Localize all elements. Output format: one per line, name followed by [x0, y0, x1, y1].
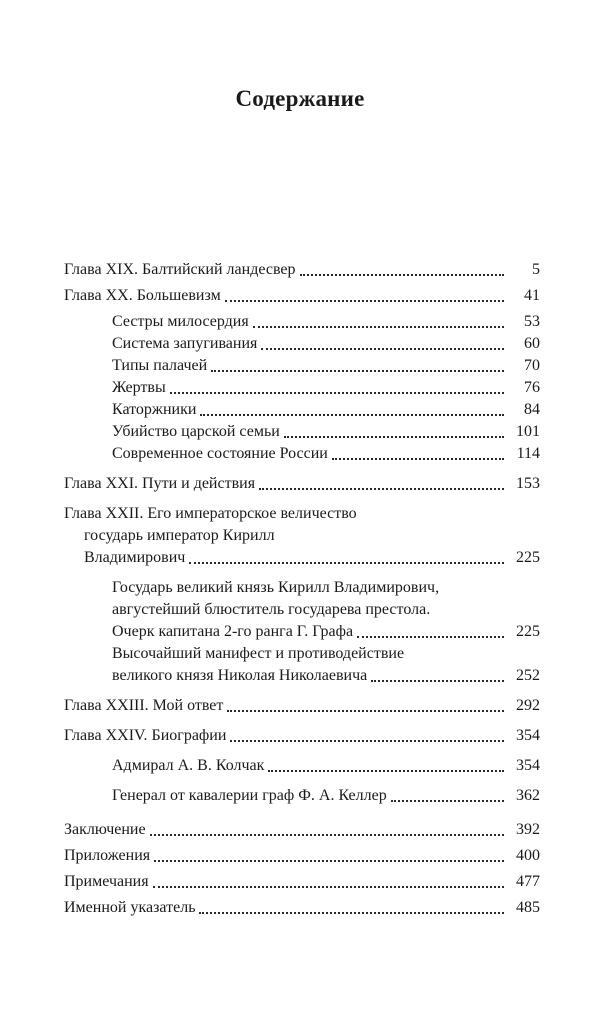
dot-leader: [199, 912, 504, 914]
toc-page-number: 53: [524, 313, 540, 330]
dot-leader: [225, 300, 504, 302]
toc-page-number: 5: [532, 261, 540, 278]
dot-leader: [170, 392, 504, 394]
toc-subentry[interactable]: [64, 355, 540, 377]
toc-page-number: 477: [516, 873, 540, 890]
dot-leader: [391, 800, 504, 802]
toc-entry-title: Глава XXIII. Мой ответ: [64, 697, 224, 714]
toc-subentry-last-line: [112, 621, 540, 643]
toc-page-number: 41: [524, 287, 540, 304]
toc-entry-chapter-20[interactable]: [64, 285, 540, 307]
toc-subentry-last-line: [112, 665, 540, 687]
toc-subentry-title-line: Государь великий князь Кирилл Владимирович,: [112, 579, 440, 596]
dot-leader: [371, 680, 504, 682]
toc-subentry[interactable]: [64, 311, 540, 333]
dot-leader: [150, 834, 504, 836]
toc-entry-title: Приложения: [64, 847, 151, 864]
dot-leader: [332, 458, 504, 460]
dot-leader: [227, 710, 504, 712]
dot-leader: [259, 488, 504, 490]
toc-entry-title: Глава XX. Большевизм: [64, 287, 221, 304]
toc-entry-conclusion[interactable]: [64, 819, 540, 841]
toc-subentry-title-line: Очерк капитана 2-го ранга Г. Графа: [112, 623, 354, 640]
toc-page-number: 354: [516, 757, 540, 774]
toc-page-number: 84: [524, 401, 540, 418]
toc-subentry-title-line: Высочайший манифест и противодействие: [112, 645, 405, 662]
toc-subentry-title: Убийство царской семьи: [112, 423, 280, 440]
toc-entry-chapter-19[interactable]: [64, 259, 540, 281]
dot-leader: [268, 770, 504, 772]
toc-entry-name-index[interactable]: [64, 897, 540, 919]
toc-entry-title: Глава XXI. Пути и действия: [64, 475, 256, 492]
toc-entry-title: Заключение: [64, 821, 146, 838]
dot-leader: [189, 562, 504, 564]
toc-subentry[interactable]: [64, 421, 540, 443]
dot-leader: [261, 348, 504, 350]
toc-subentry-title: Типы палачей: [112, 357, 208, 374]
toc-entry-last-line: [64, 547, 540, 569]
toc-entry-title-line: Владимирович: [84, 549, 186, 566]
dot-leader: [211, 370, 504, 372]
toc-entry-title: Глава XXIV. Биографии: [64, 727, 227, 744]
toc-subentry[interactable]: [64, 377, 540, 399]
toc-subentry[interactable]: [64, 785, 540, 807]
dot-leader: [253, 326, 504, 328]
toc-subentry-grand-duke-kirill[interactable]: [64, 577, 540, 643]
toc-page-number: 153: [516, 475, 540, 492]
toc-page-number: 252: [516, 667, 540, 684]
dot-leader: [230, 740, 504, 742]
toc-subentry[interactable]: [64, 333, 540, 355]
toc-entry-title: Именной указатель: [64, 899, 196, 916]
table-of-contents: [64, 259, 540, 919]
toc-page-number: 225: [516, 549, 540, 566]
toc-page-number: 101: [516, 423, 540, 440]
toc-subentry-title: Адмирал А. В. Колчак: [112, 757, 265, 774]
toc-subentry-title-line: великого князя Николая Николаевича: [112, 667, 368, 684]
toc-entry-title: Глава XIX. Балтийский ландесвер: [64, 261, 296, 278]
toc-page-number: 354: [516, 727, 540, 744]
toc-page-number: 114: [516, 445, 540, 462]
toc-page-number: 362: [516, 787, 540, 804]
toc-page-number: 485: [516, 899, 540, 916]
toc-subentry-title: Сестры милосердия: [112, 313, 249, 330]
toc-entry-chapter-22[interactable]: [64, 503, 540, 569]
toc-subentry-title-line: августейший блюститель государева престола.: [112, 601, 431, 618]
dot-leader: [300, 274, 505, 276]
toc-subentry-title: Генерал от кавалерии граф Ф. А. Келлер: [112, 787, 387, 804]
toc-subentry-manifesto[interactable]: [64, 643, 540, 687]
toc-entry-title: Примечания: [64, 873, 149, 890]
toc-entry-title-line: государь император Кирилл: [84, 527, 275, 544]
toc-subentry-title: Каторжники: [112, 401, 197, 418]
toc-subentry-title: Современное состояние России: [112, 445, 328, 462]
dot-leader: [284, 436, 504, 438]
dot-leader: [200, 414, 504, 416]
toc-subentry[interactable]: [64, 399, 540, 421]
toc-entry-notes[interactable]: [64, 871, 540, 893]
toc-page-number: 292: [516, 697, 540, 714]
toc-page-number: 392: [516, 821, 540, 838]
toc-entry-chapter-24[interactable]: [64, 725, 540, 747]
page-title: Содержание: [235, 86, 365, 111]
toc-subentry[interactable]: [64, 443, 540, 465]
toc-entry-chapter-21[interactable]: [64, 473, 540, 495]
toc-page-number: 400: [516, 847, 540, 864]
toc-entry-appendices[interactable]: [64, 845, 540, 867]
toc-page-number: 76: [524, 379, 540, 396]
dot-leader: [154, 860, 504, 862]
toc-page-number: 60: [524, 335, 540, 352]
dot-leader: [153, 886, 504, 888]
toc-page-number: 70: [524, 357, 540, 374]
dot-leader: [357, 636, 504, 638]
toc-entry-title-line: Глава XXII. Его императорское величество: [64, 505, 357, 522]
toc-subentry-title: Система запугивания: [112, 335, 258, 352]
toc-page-number: 225: [516, 623, 540, 640]
toc-subentry-title: Жертвы: [112, 379, 166, 396]
toc-subentry[interactable]: [64, 755, 540, 777]
toc-subsection-group: [64, 311, 540, 465]
toc-entry-chapter-23[interactable]: [64, 695, 540, 717]
